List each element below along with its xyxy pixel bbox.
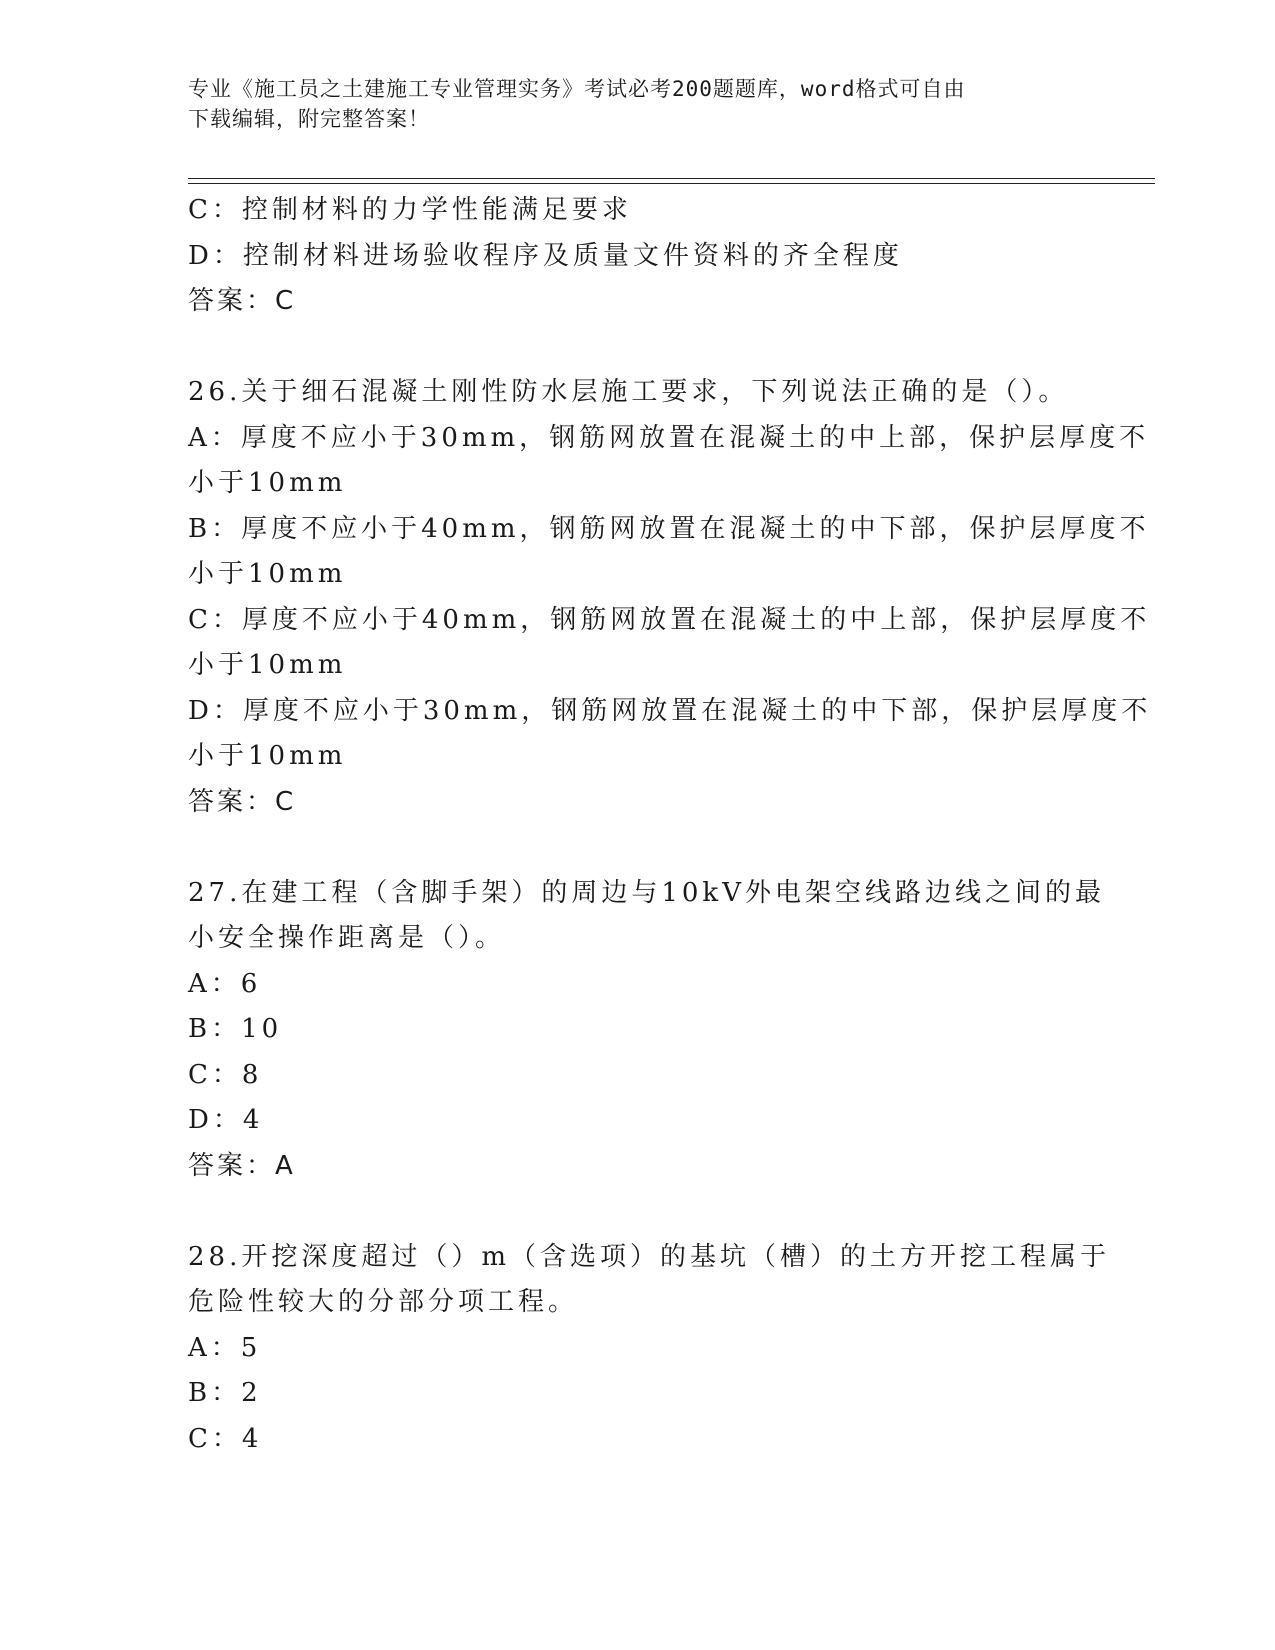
option-c: C：8 (188, 1059, 263, 1090)
question-26 (188, 370, 1152, 825)
option-a-continued: 小于10mm (188, 468, 347, 498)
question-27 (188, 871, 1105, 1190)
option-b-continued: 小于10mm (188, 559, 347, 589)
document-header (188, 74, 1078, 134)
option-c-continued: 小于10mm (188, 650, 347, 680)
spacer (188, 825, 1088, 871)
question-stem: 26.关于细石混凝土刚性防水层施工要求，下列说法正确的是（）。 (188, 377, 1069, 407)
option-b: B：2 (188, 1378, 262, 1408)
option-d: D：厚度不应小于30mm，钢筋网放置在混凝土的中下部，保护层厚度不 (188, 695, 1152, 726)
question-25-tail (188, 188, 1088, 325)
option-a: A：厚度不应小于30mm，钢筋网放置在混凝土的中上部，保护层厚度不 (188, 422, 1150, 453)
question-stem-continued: 危险性较大的分部分项工程。 (188, 1287, 579, 1317)
option-a: A：6 (188, 968, 262, 999)
question-stem-continued: 小安全操作距离是（）。 (188, 923, 506, 953)
option-c: C：控制材料的力学性能满足要求 (188, 195, 632, 225)
option-d-continued: 小于10mm (188, 741, 347, 771)
answer: 答案：C (188, 786, 297, 817)
spacer (188, 1189, 1088, 1235)
header-rule-top (188, 178, 1155, 179)
header-line-2: 下载编辑，附完整答案！ (188, 107, 430, 131)
header-line-1: 专业《施工员之土建施工专业管理实务》考试必考200题题库，word格式可自由 (188, 77, 966, 101)
header-rule-bottom (188, 183, 1155, 184)
option-a: A：5 (188, 1332, 262, 1363)
question-stem: 27.在建工程（含脚手架）的周边与10kV外电架空线路边线之间的最 (188, 877, 1105, 908)
answer: 答案：C (188, 286, 297, 316)
option-c: C：厚度不应小于40mm，钢筋网放置在混凝土的中上部，保护层厚度不 (188, 604, 1151, 635)
option-d: D：控制材料进场验收程序及质量文件资料的齐全程度 (188, 240, 903, 271)
answer: 答案：A (188, 1150, 296, 1181)
option-d: D：4 (188, 1105, 264, 1135)
question-28 (188, 1235, 1111, 1463)
spacer (188, 325, 1088, 371)
option-b: B：10 (188, 1014, 283, 1044)
question-content (188, 188, 1152, 1462)
option-b: B：厚度不应小于40mm，钢筋网放置在混凝土的中下部，保护层厚度不 (188, 513, 1150, 544)
option-c: C：4 (188, 1423, 263, 1454)
question-stem: 28.开挖深度超过（）m（含选项）的基坑（槽）的土方开挖工程属于 (188, 1241, 1111, 1272)
